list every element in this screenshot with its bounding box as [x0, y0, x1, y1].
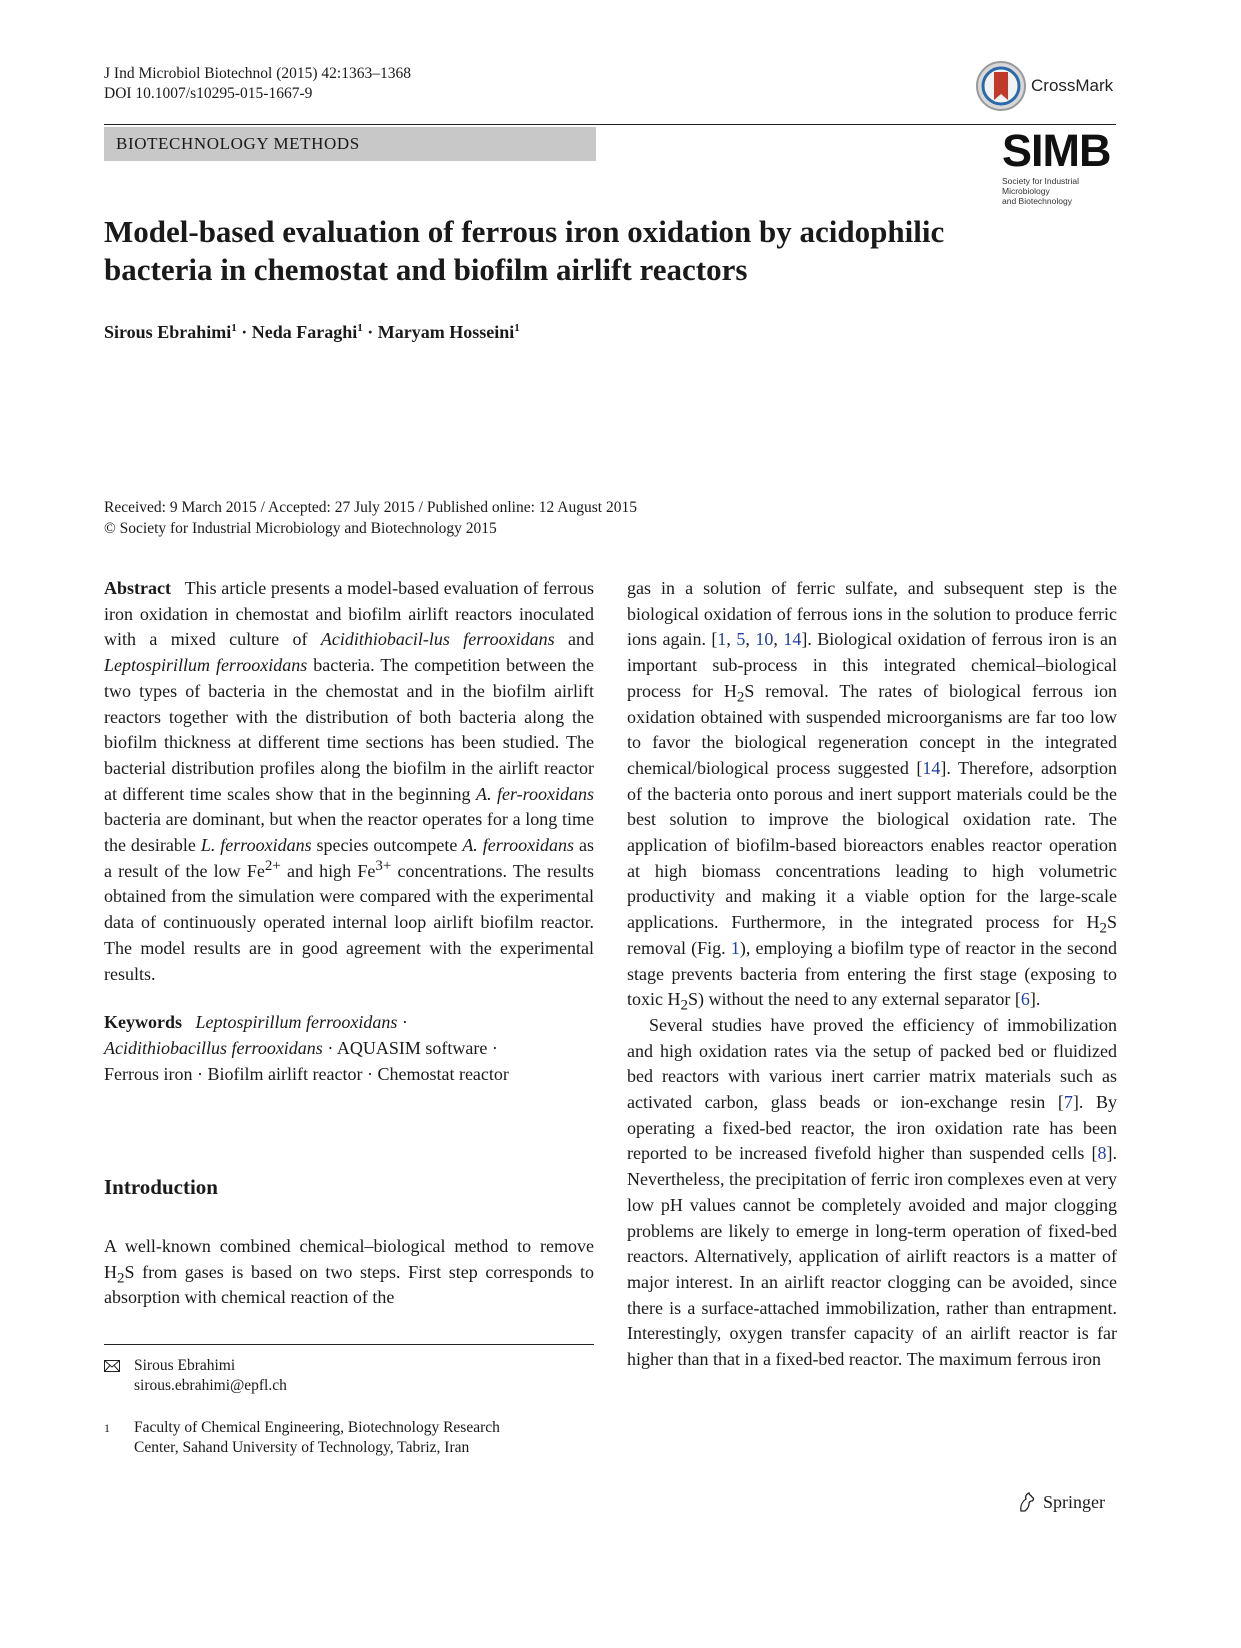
- keyword: Acidithiobacillus ferrooxidans: [104, 1037, 323, 1058]
- citation-link[interactable]: 14: [922, 757, 941, 778]
- body-text: ), employing a biofilm type of reactor in the second stage prevents bacteria from entering the first stage (exposing to toxic H: [627, 937, 1118, 1010]
- affiliation-mark: 1: [357, 322, 363, 334]
- keyword: Chemostat reactor: [377, 1063, 509, 1084]
- abstract-text: bacteria are dominant, but when the reactor operates for a long time the desirable: [104, 809, 594, 856]
- keyword: AQUASIM software: [336, 1037, 488, 1058]
- section-label: BIOTECHNOLOGY METHODS: [104, 127, 596, 161]
- author-list: Sirous Ebrahimi$^1$ · Neda Faraghi$^1$ · Maryam Hosseini$^1$: [104, 322, 520, 342]
- introduction-heading: Introduction: [104, 1175, 218, 1199]
- left-column: [104, 576, 594, 1087]
- corresponding-author: [104, 1356, 574, 1396]
- abstract-text: concentrations. The results obtained from the simulation were compared with the experimental data of continuously operated internal loop airlift biofilm reactor. The model results are in good agreement with the experimental results.: [104, 860, 594, 984]
- abstract-text: and high Fe: [280, 860, 376, 881]
- keywords: [104, 1010, 594, 1087]
- abstract-text: as a result of the low Fe: [104, 835, 594, 881]
- author-name: Neda Faraghi: [251, 322, 358, 342]
- affiliation-number: 1: [104, 1421, 110, 1435]
- crossmark-label: CrossMark: [1031, 76, 1114, 95]
- body-text: S) without the need to any external separator [: [688, 989, 1021, 1010]
- intro-text: S from gases is based on two steps. First step corresponds to absorption with chemical reaction of the: [104, 1261, 594, 1308]
- body-text: Several studies have proved the efficiency of immobilization and high oxidation rates via the setup of packed bed or fluidized bed reactors with various inert carrier matrix materials such as activated carbon, glass beads or ion-exchange resin [: [627, 1014, 1117, 1113]
- species-name: A. fer-rooxidans: [476, 783, 594, 804]
- keyword-separator: ·: [362, 1063, 378, 1084]
- subscript: 2: [117, 1270, 125, 1287]
- citation-link[interactable]: 1: [717, 629, 727, 650]
- springer-logo: [1017, 1491, 1105, 1513]
- charge-superscript: 2+: [264, 857, 281, 874]
- abstract-text: species outcompete: [311, 835, 463, 856]
- envelope-icon: [104, 1356, 134, 1378]
- citation-link[interactable]: 7: [1063, 1092, 1073, 1113]
- abstract-text: and: [554, 629, 594, 650]
- simb-wordmark: SIMB: [1002, 125, 1111, 176]
- species-name: Leptospirillum ferrooxidans: [104, 655, 308, 676]
- body-paragraph: gas in a solution of ferric sulfate, and subsequent step is the biological oxidation of ferrous ions in the solution to produce ferric ions again. [1, 5, 10, 14]. Biological oxidation of ferrous iron is an important sub-process in this integrated chemical–biological process for $H_2S$ removal. The rates of biological ferrous ion oxidation obtained with suspended microorganisms are far too low to favor the biological regeneration concept in the integrated chemical/biological process suggested [14]. Therefore, adsorption of the bacteria onto porous and inert support materials could be the best solution to improve the biological oxidation rate. The application of biofilm-based bioreactors enables reactor operation at high biomass concentrations leading to high volumetric productivity and making it a viable option for the large-scale applications. Furthermore, in the integrated process for $H_2S$ removal (Fig. 1), employing a biofilm type of reactor in the second stage prevents bacteria from entering the first stage (exposing to toxic $H_2S$) without the need to any external separator [6].: [627, 578, 1118, 1014]
- history-dates: Received: 9 March 2015 / Accepted: 27 July 2015 / Published online: 12 August 2015: [104, 499, 637, 516]
- body-text: ].: [1029, 989, 1041, 1010]
- springer-horse-icon: [1017, 1491, 1037, 1513]
- keywords-heading: Keywords: [104, 1012, 182, 1033]
- email-link[interactable]: sirous.ebrahimi@epfl.ch: [134, 1377, 287, 1394]
- footnote-rule: [104, 1344, 594, 1345]
- corresponding-name: Sirous Ebrahimi: [134, 1357, 236, 1374]
- header-rule: [104, 124, 1116, 125]
- right-column: [627, 576, 1117, 1373]
- citation-link[interactable]: 8: [1097, 1143, 1107, 1164]
- keyword-separator: ·: [322, 1037, 337, 1058]
- keyword: Ferrous iron: [104, 1063, 193, 1084]
- doi[interactable]: DOI 10.1007/s10295-015-1667-9: [104, 85, 313, 102]
- body-paragraph: [627, 1013, 1117, 1373]
- affiliation-line: Faculty of Chemical Engineering, Biotechnology Research: [134, 1419, 500, 1436]
- body-text: ]. Therefore, adsorption of the bacteria onto porous and inert support materials could be the best solution to improve the biological oxidation rate. The application of biofilm-based bioreactors enables reactor operation at high biomass concentrations leading to high volumetric productivity and making it a viable option for the large-scale applications. Furthermore, in the integrated process for H: [627, 757, 1117, 933]
- species-name: L. ferrooxidans: [200, 835, 312, 856]
- species-name: A. ferrooxidans: [462, 835, 575, 856]
- journal-citation: [104, 64, 411, 104]
- body-text: S removal. The rates of biological ferrous ion oxidation obtained with suspended microorganisms are far too low to favor the biological regeneration concept in the integrated chemical/biological process suggested [: [627, 680, 1117, 778]
- keyword-separator: ·: [192, 1063, 208, 1084]
- citation-link[interactable]: 14: [783, 629, 802, 650]
- species-name: Acidithiobacil-lus ferrooxidans: [320, 629, 555, 650]
- crossmark-badge[interactable]: [975, 60, 1113, 112]
- author-name: Maryam Hosseini: [377, 322, 515, 342]
- simb-subtitle: [1002, 176, 1118, 206]
- body-text: ]. Nevertheless, the precipitation of ferric iron complexes even at very low pH values cannot be completely avoided and major clogging problems are likely to emerge in long-term operation of fixed-bed reactors. Alternatively, application of airlift reactors is a matter of major interest. In an airlift reactor clogging can be avoided, since there is a surface-attached immobilization, rather than entrapment. Interestingly, oxygen transfer capacity of an airlift reactor is far higher than that in a fixed-bed reactor. The maximum ferrous iron: [627, 1143, 1117, 1370]
- keyword: Leptospirillum ferrooxidans: [195, 1012, 398, 1033]
- citation-link[interactable]: 5: [736, 629, 746, 650]
- simb-subtitle-line2: and Biotechnology: [1002, 196, 1072, 206]
- affiliation-mark: 1: [231, 322, 237, 334]
- body-text: ]. Biological oxidation of ferrous iron is an important sub-process in this integrated chemical–biological process for H: [627, 629, 1118, 701]
- subscript: 2: [1099, 920, 1107, 937]
- author-name: Sirous Ebrahimi: [104, 322, 232, 342]
- affiliation-footnote: [104, 1418, 574, 1458]
- publisher-name: Springer: [1043, 1491, 1105, 1512]
- figure-link[interactable]: 1: [730, 937, 740, 958]
- abstract-text: This article presents a model-based evaluation of ferrous iron oxidation in chemostat and biofilm airlift reactors inoculated with a mixed culture of: [104, 578, 594, 650]
- subscript: 2: [736, 689, 745, 706]
- keyword: Biofilm airlift reactor: [207, 1063, 363, 1084]
- abstract: [104, 576, 594, 987]
- introduction-text: [104, 1234, 594, 1311]
- citation-link[interactable]: 6: [1020, 989, 1030, 1010]
- journal-reference: J Ind Microbiol Biotechnol (2015) 42:1363–1368: [104, 65, 411, 82]
- article-title: Model-based evaluation of ferrous iron oxidation by acidophilic bacteria in chemostat and biofilm airlift reactors: [104, 214, 945, 287]
- intro-text: A well-known combined chemical–biological method to remove H: [104, 1236, 594, 1282]
- publication-dates: [104, 497, 637, 539]
- abstract-text: bacteria. The competition between the two types of bacteria in the chemostat and in the biofilm airlift reactors together with the distribution of both bacteria along the biofilm thickness at different time sections has been studied. The bacterial distribution profiles along the biofilm in the airlift reactor at different time scales show that in the beginning: [104, 655, 594, 804]
- simb-logo: [1002, 125, 1118, 206]
- charge-superscript: 3+: [375, 857, 392, 874]
- keyword-separator: ·: [397, 1012, 408, 1033]
- keyword-separator: ·: [487, 1037, 498, 1058]
- subscript: 2: [680, 997, 688, 1014]
- body-text: S removal (Fig.: [627, 912, 1117, 958]
- affiliation-mark: 1: [514, 322, 520, 334]
- citation-link[interactable]: 10: [755, 629, 774, 650]
- crossmark-icon: [975, 60, 1027, 112]
- abstract-heading: Abstract: [104, 578, 171, 598]
- simb-subtitle-line1: Society for Industrial Microbiology: [1002, 176, 1080, 196]
- copyright: © Society for Industrial Microbiology and Biotechnology 2015: [104, 520, 497, 537]
- body-text: ]. By operating a fixed-bed reactor, the iron oxidation rate has been reported to be increased fivefold higher than suspended cells [: [627, 1092, 1117, 1164]
- affiliation-line: Center, Sahand University of Technology, Tabriz, Iran: [134, 1439, 470, 1456]
- body-text: gas in a solution of ferric sulfate, and subsequent step is the biological oxidation of ferrous ions in the solution to produce ferric ions again. [: [627, 578, 1117, 650]
